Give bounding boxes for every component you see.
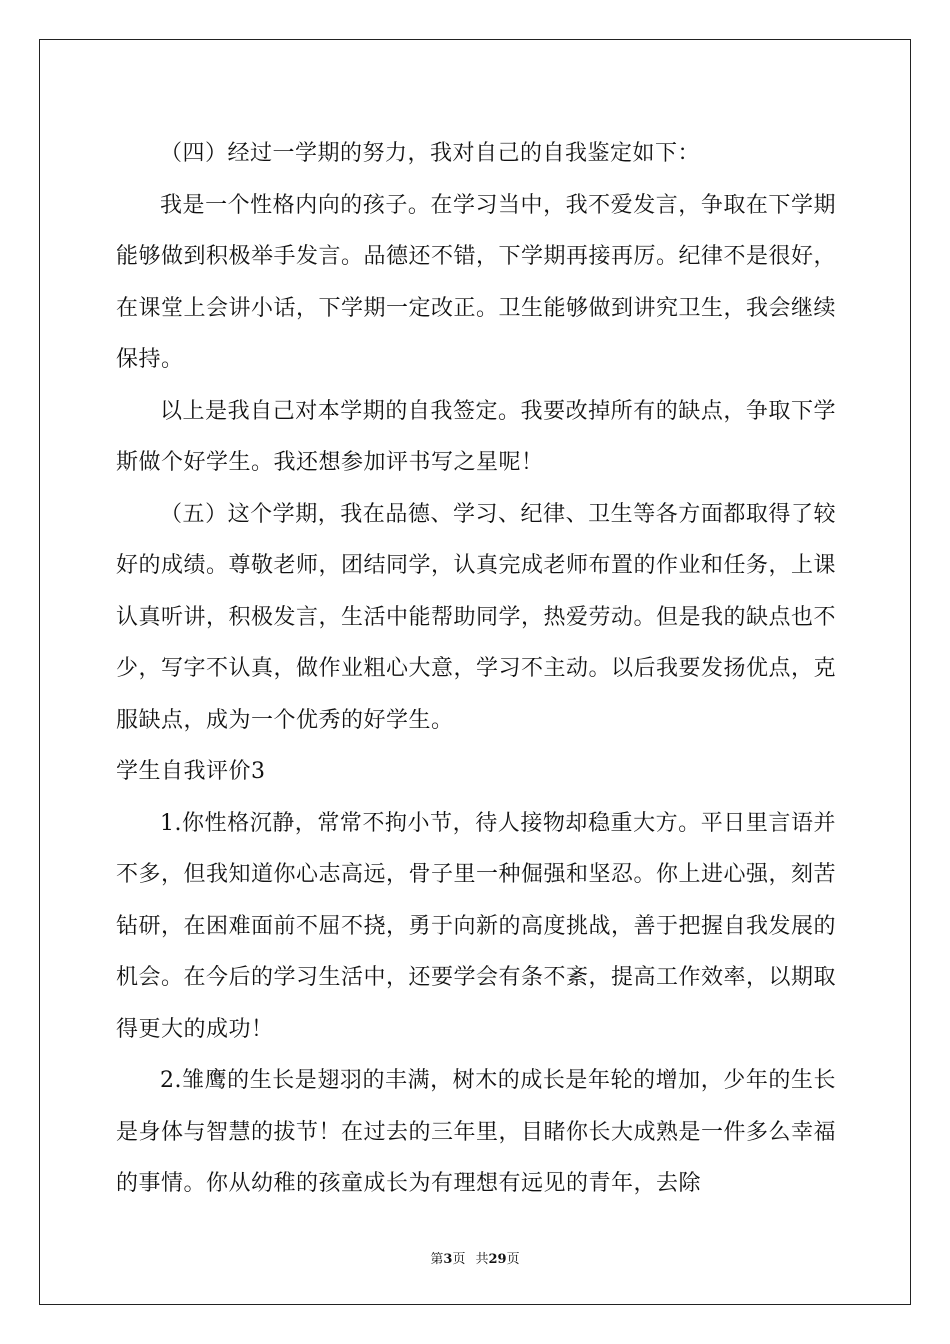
paragraph: （五）这个学期，我在品德、学习、纪律、卫生等各方面都取得了较好的成绩。尊敬老师，团结同学，认真完成老师布置的作业和任务，上课认真听讲，积极发言，生活中能帮助同学，热爱劳动。但是我的缺点也不少，写字不认真，做作业粗心大意，学习不主动。以后我要发扬优点，克服缺点，成为一个优秀的好学生。: [116, 501, 837, 733]
section-title: 学生自我评价3: [116, 759, 266, 784]
paragraph: （四）经过一学期的努力，我对自己的自我鉴定如下：: [160, 141, 701, 166]
page-footer: [0, 1248, 950, 1267]
total-suffix: 页: [506, 1252, 520, 1267]
paragraph: 2.雏鹰的生长是翅羽的丰满，树木的成长是年轮的增加，少年的生长是身体与智慧的拔节！在过去的三年里，目睹你长大成熟是一件多么幸福的事情。你从幼稚的孩童成长为有理想有远见的青年，去除: [116, 1068, 837, 1196]
page-current: 3: [443, 1252, 453, 1267]
page-suffix: 页: [452, 1252, 466, 1267]
paragraph: 1.你性格沉静，常常不拘小节，待人接物却稳重大方。平日里言语并不多，但我知道你心志高远，骨子里一种倔强和坚忍。你上进心强，刻苦钻研，在困难面前不屈不挠，勇于向新的高度挑战，善于把握自我发展的机会。在今后的学习生活中，还要学会有条不紊，提高工作效率，以期取得更大的成功！: [116, 810, 837, 1042]
page-total: 29: [488, 1252, 507, 1267]
paragraph: 我是一个性格内向的孩子。在学习当中，我不爱发言，争取在下学期能够做到积极举手发言。品德还不错，下学期再接再厉。纪律不是很好，在课堂上会讲小话，下学期一定改正。卫生能够做到讲究卫生，我会继续保持。: [116, 192, 837, 372]
page-prefix: 第: [430, 1252, 444, 1267]
document-body: [116, 128, 836, 1210]
paragraph: 以上是我自己对本学期的自我签定。我要改掉所有的缺点，争取下学斯做个好学生。我还想参加评书写之星呢！: [116, 398, 836, 475]
total-prefix: 共: [475, 1252, 489, 1267]
